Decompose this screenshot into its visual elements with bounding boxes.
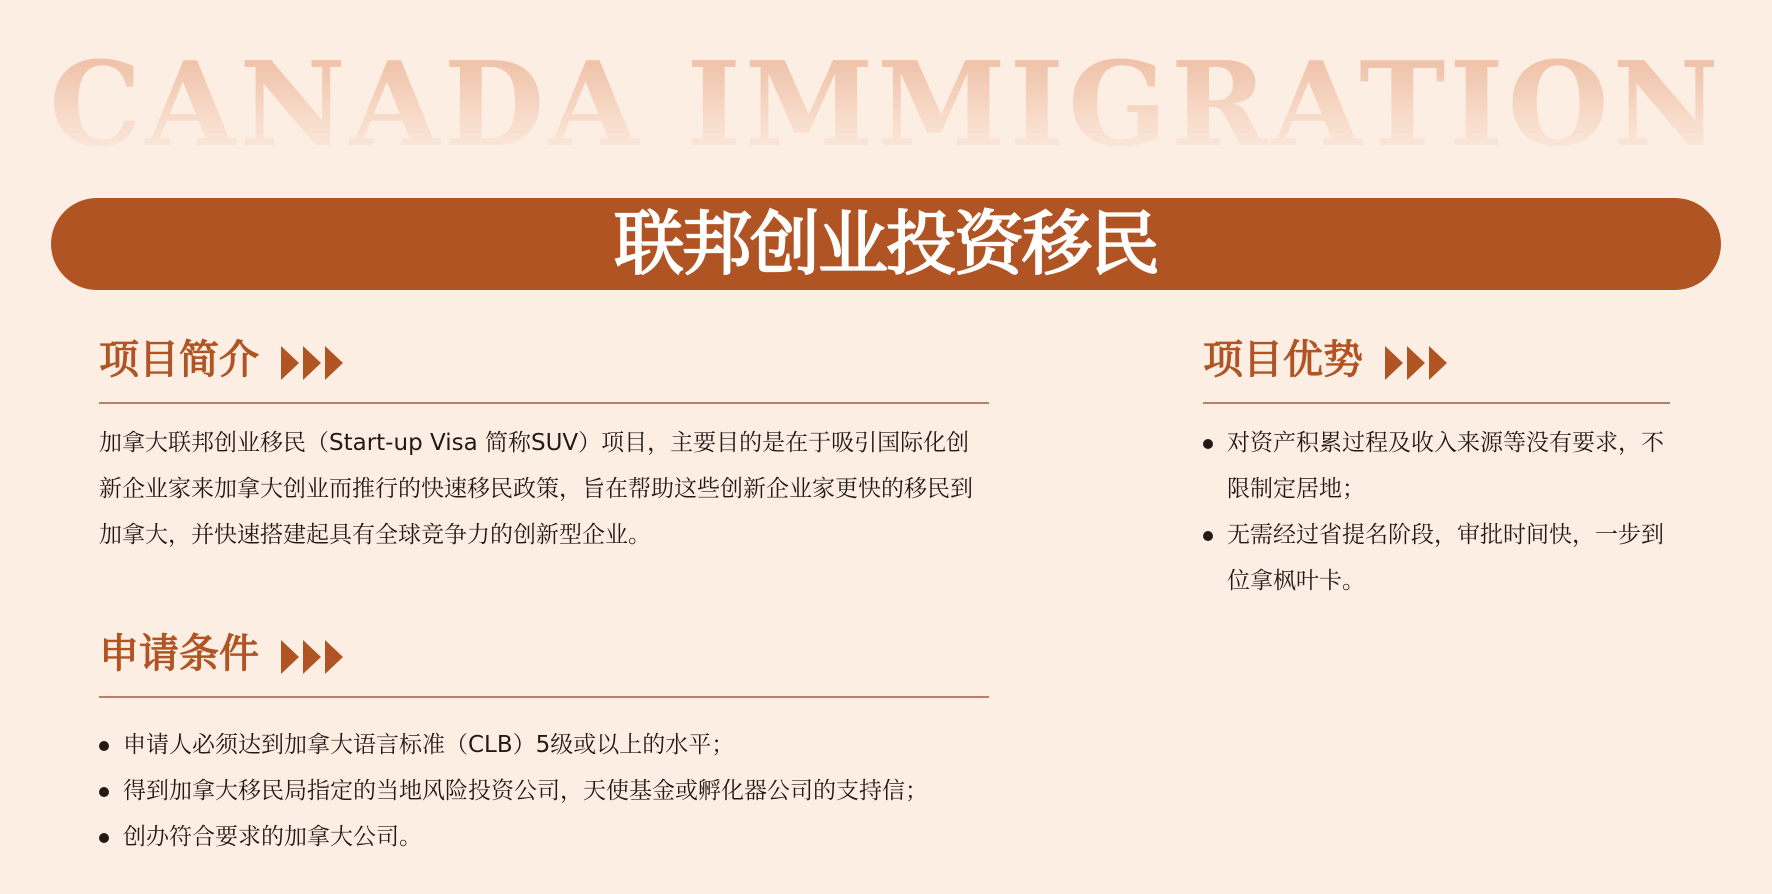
intro-paragraph: 加拿大联邦创业移民（Start-up Visa 简称SUV）项目，主要目的是在于吸引国际化创新企业家来加拿大创业而推行的快速移民政策，旨在帮助这些创新企业家更快的移民到加拿大，并快速搭建起具有全球竞争力的创新型企业。 — [99, 430, 973, 548]
bullet-dot-icon — [99, 741, 109, 751]
advantages-section — [1203, 330, 1673, 610]
list-item-text: 无需经过省提名阶段，审批时间快，一步到位拿枫叶卡。 — [1227, 522, 1664, 594]
list-item-text: 对资产积累过程及收入来源等没有要求，不限制定居地； — [1227, 430, 1664, 502]
triple-chevron-right-icon — [1385, 346, 1449, 380]
triple-chevron-right-icon — [281, 640, 345, 674]
bullet-dot-icon — [99, 833, 109, 843]
bullet-dot-icon — [99, 787, 109, 797]
intro-section-divider — [99, 402, 989, 404]
list-item-text: 创办符合要求的加拿大公司。 — [123, 824, 422, 850]
requirements-section-divider — [99, 696, 989, 698]
list-item — [1203, 512, 1673, 604]
advantages-list — [1203, 420, 1673, 604]
requirements-list — [99, 722, 989, 860]
page-title: 联邦创业投资移民 — [614, 203, 1158, 285]
intro-section-title: 项目简介 — [99, 337, 259, 383]
list-item-text: 申请人必须达到加拿大语言标准（CLB）5级或以上的水平； — [123, 732, 735, 758]
title-banner — [51, 198, 1721, 290]
bullet-dot-icon — [1203, 439, 1213, 449]
requirements-section-title: 申请条件 — [99, 631, 259, 677]
intro-section — [99, 330, 989, 560]
advantages-section-header — [1203, 330, 1673, 390]
list-item — [99, 768, 989, 814]
list-item — [99, 814, 989, 860]
triple-chevron-right-icon — [281, 346, 345, 380]
intro-section-header — [99, 330, 989, 390]
bullet-dot-icon — [1203, 531, 1213, 541]
advantages-section-title: 项目优势 — [1203, 337, 1363, 383]
requirements-section-header — [99, 624, 989, 684]
advantages-section-divider — [1203, 402, 1670, 404]
list-item-text: 得到加拿大移民局指定的当地风险投资公司，天使基金或孵化器公司的支持信； — [123, 778, 928, 804]
list-item — [99, 722, 989, 768]
requirements-section — [99, 624, 989, 864]
list-item — [1203, 420, 1673, 512]
watermark-text: CANADA IMMIGRATION — [0, 44, 1772, 166]
